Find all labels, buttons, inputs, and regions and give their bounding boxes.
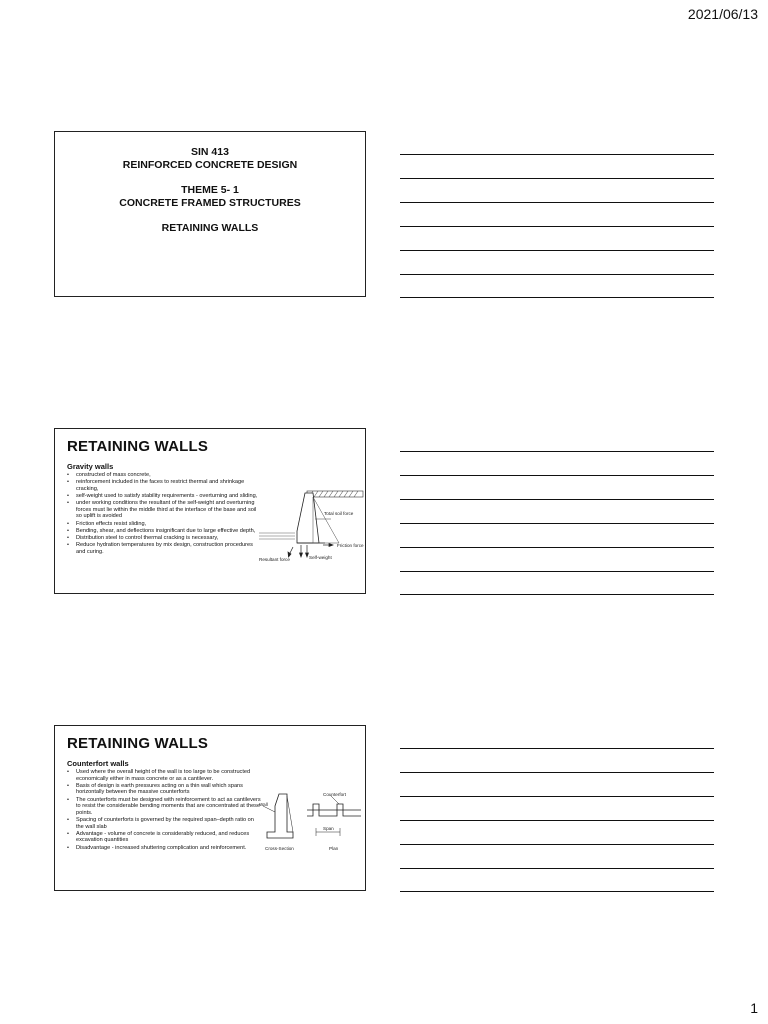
slide-subheading: Gravity walls — [67, 462, 114, 471]
label-wall: Wall — [259, 802, 268, 807]
note-line — [400, 868, 714, 869]
note-line — [400, 547, 714, 548]
bullet-item: • Advantage - volume of concrete is considerably reduced, and reduces excavation quantities — [67, 831, 263, 844]
slide-counterfort-walls — [54, 725, 366, 891]
label-total-soil-force: Total soil force — [324, 511, 354, 516]
print-date: 2021/06/13 — [687, 6, 758, 22]
topic-block — [55, 222, 365, 235]
note-line — [400, 475, 714, 476]
bullet-item: • Basis of design is earth pressures acting on a thin wall which spans horizontally between the massive counterforts — [67, 783, 263, 796]
bullet-item: • Friction effects resist sliding, — [67, 521, 263, 528]
bullet-item: • Disadvantage - increased shuttering complication and reinforcement. — [67, 845, 263, 852]
note-line — [400, 297, 714, 298]
note-line — [400, 274, 714, 275]
bullet-item: • constructed of mass concrete, — [67, 472, 263, 479]
slide-gravity-walls — [54, 428, 366, 594]
bullet-item: • The counterforts must be designed with reinforcement to act as cantilevers to resist the considerable bending moments that are concentrated at these points. — [67, 797, 263, 817]
bullet-item: • Bending, shear, and deflections insignificant due to large effective depth, — [67, 528, 263, 535]
bullet-item: • self-weight used to satisfy stability requirements - overturning and sliding, — [67, 493, 263, 500]
note-line — [400, 226, 714, 227]
note-line — [400, 796, 714, 797]
bullet-item: • reinforcement included in the faces to restrict thermal and shrinkage cracking, — [67, 479, 263, 492]
gravity-wall-diagram — [257, 489, 365, 594]
bullet-item: • Used where the overall height of the wall is too large to be constructed economically either in mass concrete or as a cantilever. — [67, 769, 263, 782]
note-line — [400, 154, 714, 155]
course-name: REINFORCED CONCRETE DESIGN — [122, 159, 298, 171]
label-cross-section: Cross-Section — [265, 846, 294, 851]
bullet-item: • under working conditions the resultant of the self-weight and overturning forces must lie within the middle third at the interface of the base and soil so uplift is avoided — [67, 500, 263, 520]
note-line — [400, 594, 714, 595]
label-counterfort: Counterfort — [323, 792, 346, 797]
note-line — [400, 844, 714, 845]
slide-heading: RETAINING WALLS — [67, 735, 209, 752]
label-plan: Plan — [329, 846, 339, 851]
note-line — [400, 451, 714, 452]
topic-title: RETAINING WALLS — [161, 222, 259, 234]
label-friction-force: Friction force — [337, 543, 364, 548]
slide-heading: RETAINING WALLS — [67, 438, 209, 455]
bullet-item: • Distribution steel to control thermal cracking is necessary, — [67, 535, 263, 542]
theme-number: THEME 5- 1 — [181, 184, 239, 196]
note-line — [400, 748, 714, 749]
course-block — [55, 146, 365, 172]
bullet-list — [67, 769, 263, 852]
page-number: 1 — [750, 1000, 758, 1016]
counterfort-wall-diagram — [257, 792, 365, 872]
note-line — [400, 891, 714, 892]
slide-subheading: Counterfort walls — [67, 759, 129, 768]
course-code: SIN 413 — [191, 146, 229, 158]
note-line — [400, 202, 714, 203]
note-line — [400, 250, 714, 251]
note-line — [400, 820, 714, 821]
bullet-item: • Spacing of counterforts is governed by the required span–depth ratio on the wall slab — [67, 817, 263, 830]
theme-title: CONCRETE FRAMED STRUCTURES — [119, 197, 301, 209]
note-line — [400, 499, 714, 500]
label-self-weight: Self-weight — [309, 555, 332, 560]
note-line — [400, 523, 714, 524]
note-line — [400, 571, 714, 572]
bullet-list — [67, 472, 263, 556]
slide-title — [54, 131, 366, 297]
note-line — [400, 772, 714, 773]
theme-block — [55, 184, 365, 210]
label-resultant-force: Resultant force — [259, 557, 290, 562]
bullet-item: • Reduce hydration temperatures by mix design, construction procedures and curing. — [67, 542, 263, 555]
note-line — [400, 178, 714, 179]
label-span: Span — [323, 826, 334, 831]
